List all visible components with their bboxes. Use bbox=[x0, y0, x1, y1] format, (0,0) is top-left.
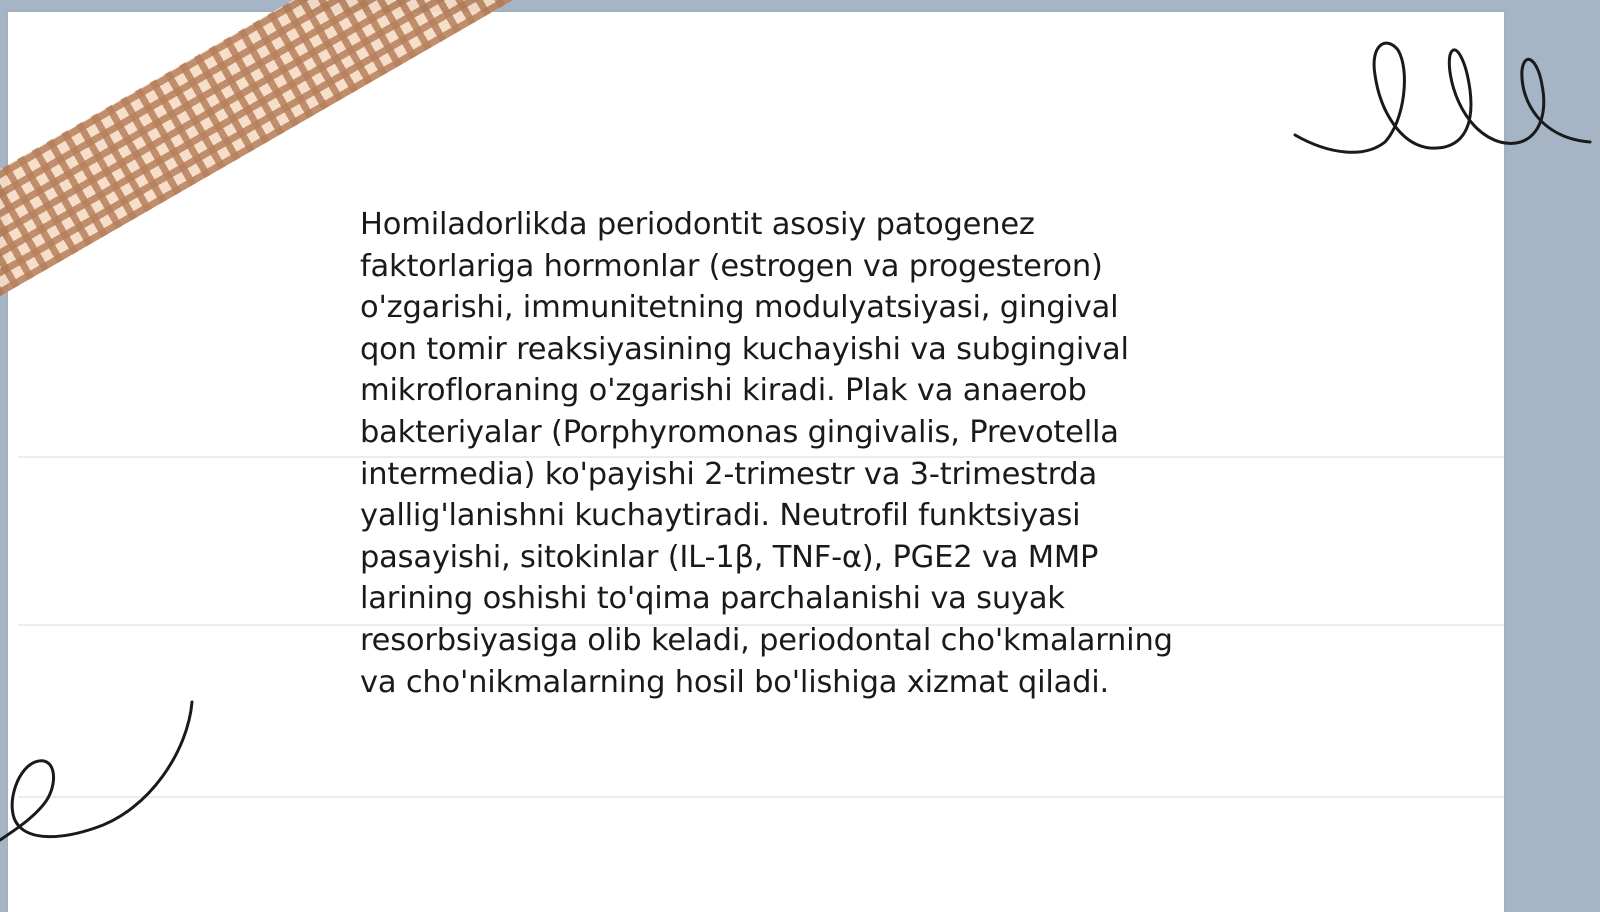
text-line: Homiladorlikda periodontit asosiy patogenez bbox=[360, 207, 1035, 242]
text-line: va cho'nikmalarning hosil bo'lishiga xizmat qiladi. bbox=[360, 664, 1110, 700]
body-paragraph bbox=[360, 204, 1280, 703]
text-line: yallig'lanishni kuchaytiradi. Neutrofil funktsiyasi bbox=[360, 498, 1081, 534]
paper-rule-line bbox=[18, 796, 1504, 798]
scribble-loops-icon bbox=[1290, 30, 1600, 170]
scribble-swirl-icon bbox=[0, 700, 200, 850]
text-line: resorbsiyasiga olib keladi, periodontal cho'kmalarning bbox=[360, 622, 1173, 658]
text-line: pasayishi, sitokinlar (IL-1β, TNF-α), PGE2 va MMP bbox=[360, 539, 1099, 575]
text-line: mikrofloraning o'zgarishi kiradi. Plak va anaerob bbox=[360, 373, 1087, 409]
text-line: bakteriyalar (Porphyromonas gingivalis, Prevotella bbox=[360, 414, 1119, 450]
text-line: o'zgarishi, immunitetning modulyatsiyasi, gingival bbox=[360, 290, 1119, 326]
text-line: intermedia) ko'payishi 2-trimestr va 3-trimestrda bbox=[360, 456, 1098, 492]
text-line: qon tomir reaksiyasining kuchayishi va subgingival bbox=[360, 331, 1129, 367]
text-line: faktorlariga hormonlar (estrogen va progesteron) bbox=[360, 248, 1103, 284]
text-line: larining oshishi to'qima parchalanishi va suyak bbox=[360, 581, 1065, 617]
